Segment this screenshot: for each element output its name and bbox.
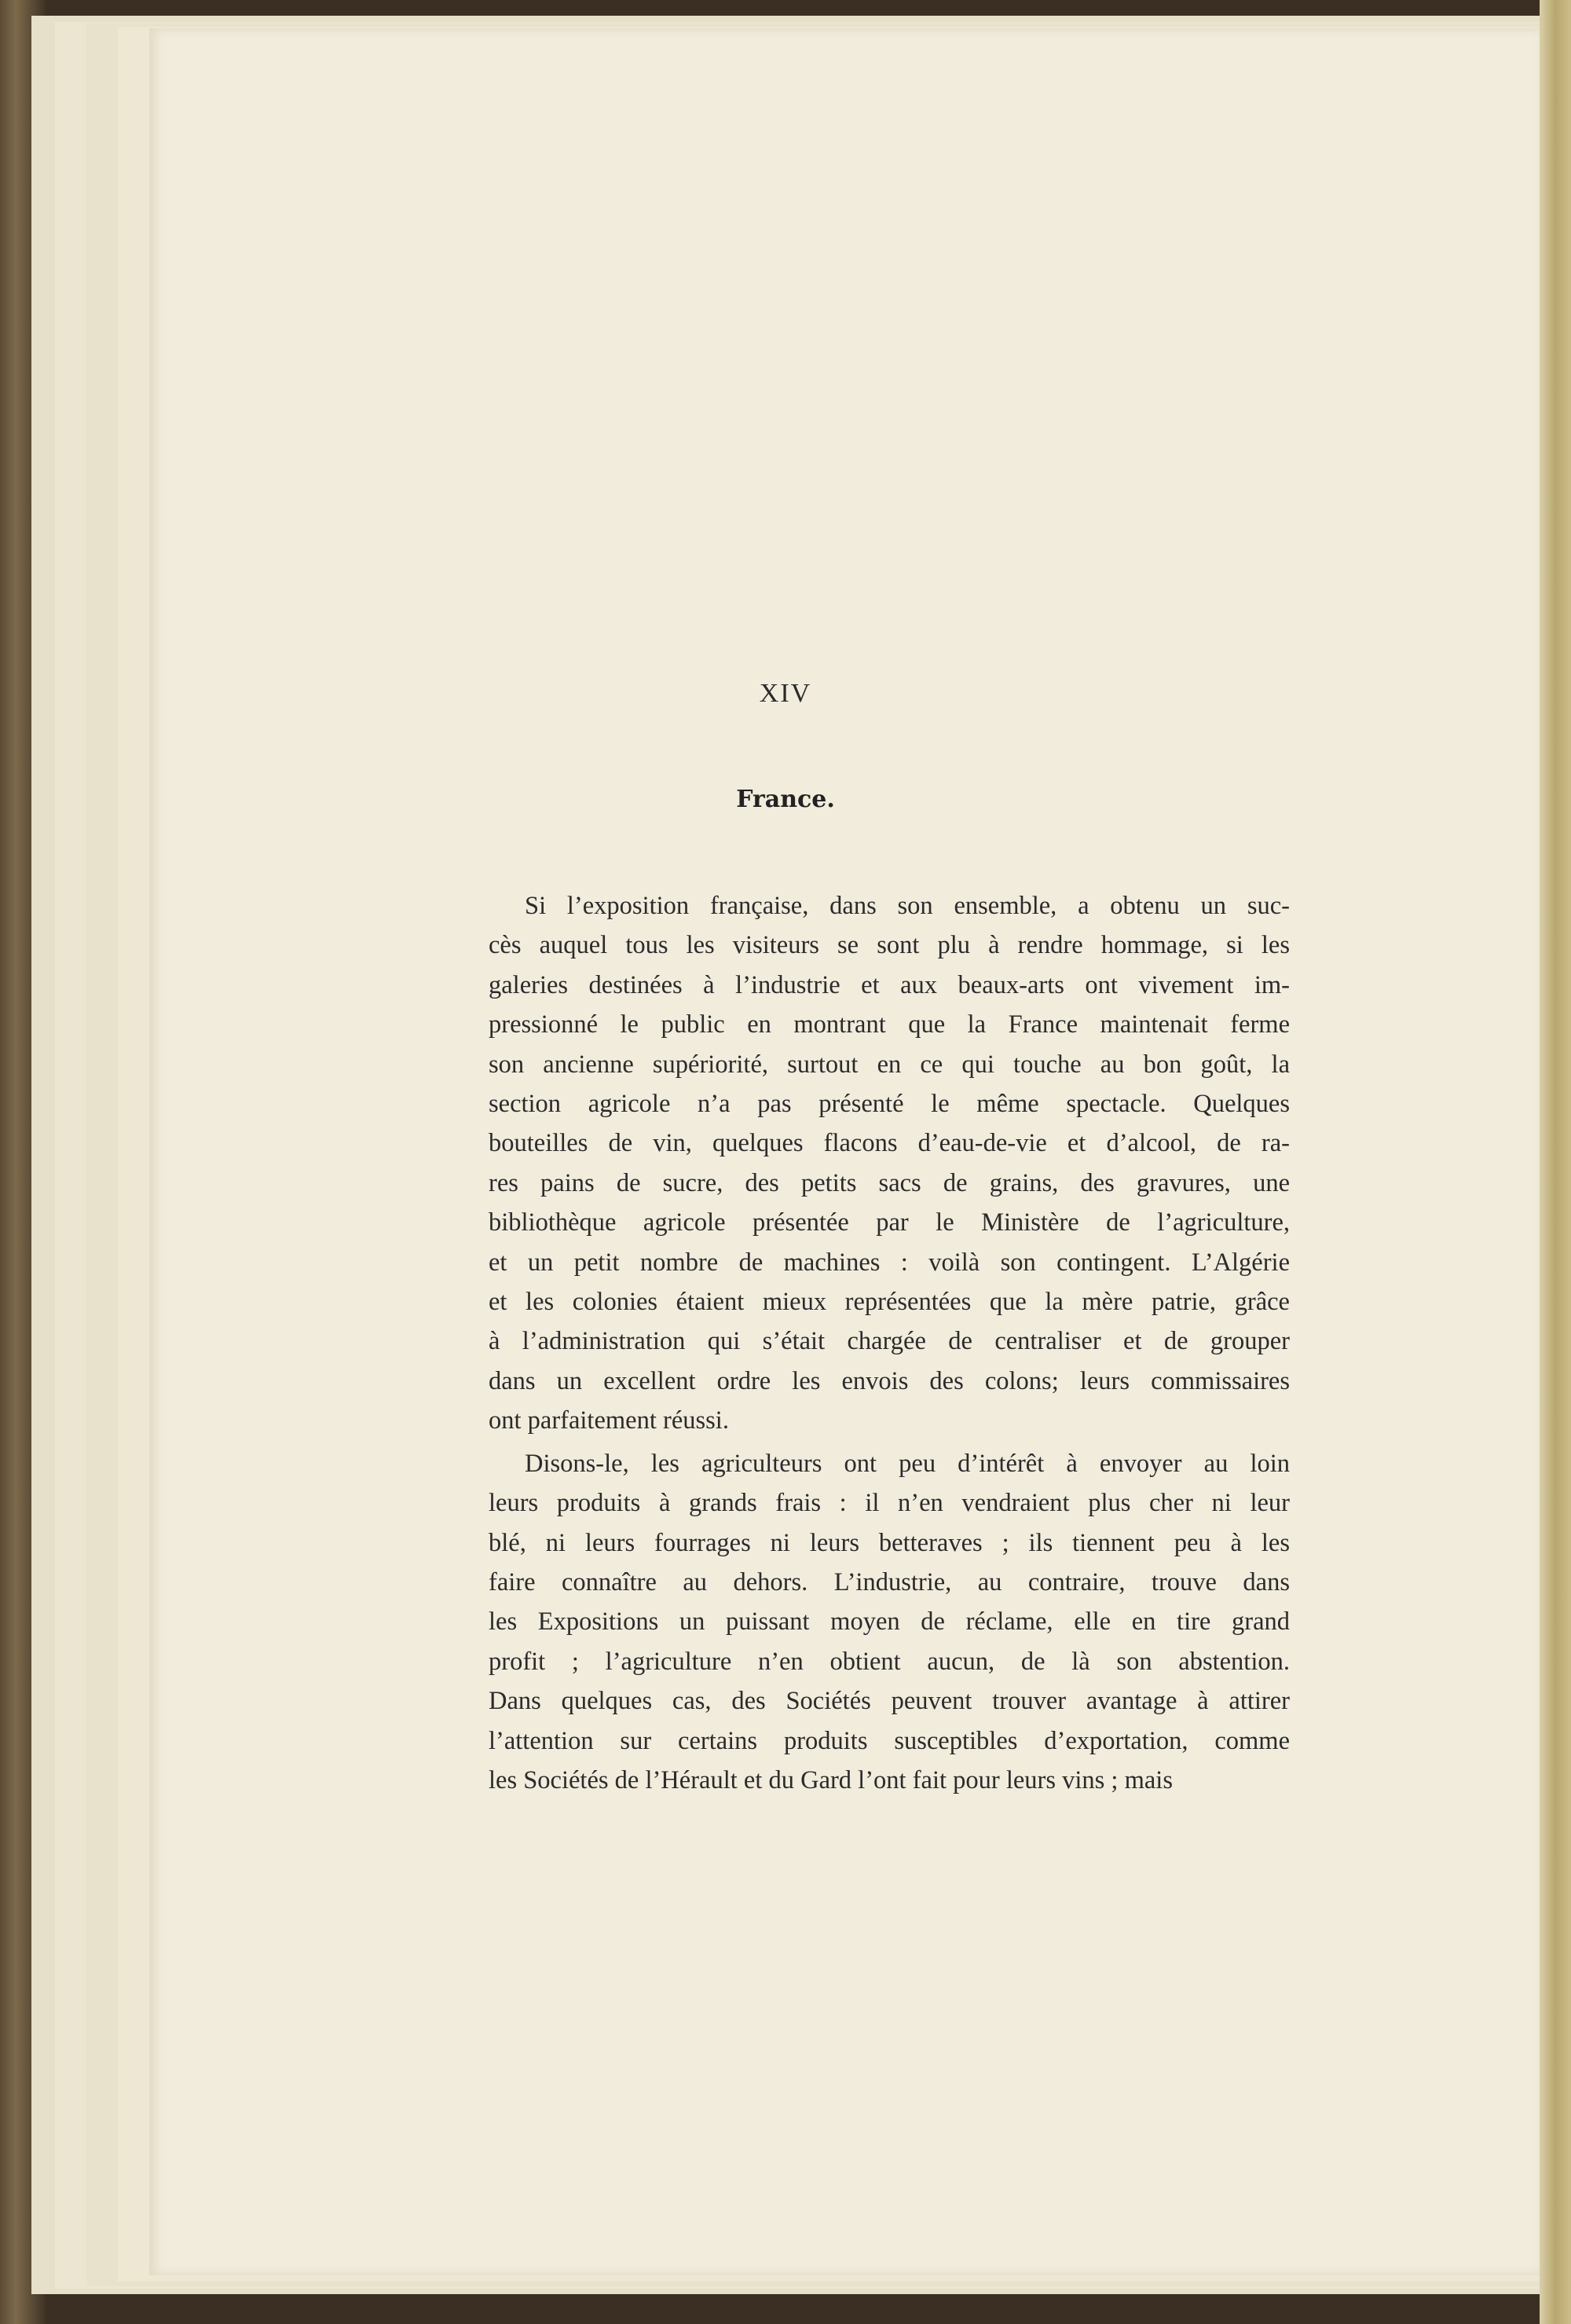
text-line: galeries destinées à l’industrie et aux beaux-arts ont vivement im- xyxy=(489,970,1290,999)
text-line: dans un excellent ordre les envois des colons; leurs commissaires xyxy=(489,1366,1290,1395)
text-line: son ancienne supériorité, surtout en ce qui touche au bon goût, la xyxy=(489,1050,1290,1079)
text-line: bibliothèque agricole présentée par le Ministère de l’agriculture, xyxy=(489,1208,1290,1237)
text-line: res pains de sucre, des petits sacs de grains, des gravures, une xyxy=(489,1168,1290,1197)
paragraph xyxy=(489,886,1290,1441)
chapter-number: XIV xyxy=(759,679,812,708)
text-line: l’attention sur certains produits susceptibles d’exportation, comme xyxy=(489,1726,1290,1755)
text-line: leurs produits à grands frais : il n’en vendraient plus cher ni leur xyxy=(489,1489,1290,1518)
text-line: à l’administration qui s’était chargée de centraliser et de grouper xyxy=(489,1327,1290,1356)
text-line: faire connaître au dehors. L’industrie, au contraire, trouve dans xyxy=(489,1567,1290,1596)
text-line: profit ; l’agriculture n’en obtient aucun, de là son abstention. xyxy=(489,1647,1290,1676)
text-line: Si l’exposition française, dans son ensemble, a obtenu un suc- xyxy=(525,892,1290,920)
text-line: pressionné le public en montrant que la France maintenait ferme xyxy=(489,1010,1290,1039)
text-line: les Sociétés de l’Hérault et du Gard l’ont fait pour leurs vins ; mais xyxy=(489,1765,1173,1794)
text-line: Disons-le, les agriculteurs ont peu d’intérêt à envoyer au loin xyxy=(525,1449,1290,1478)
text-line: et les colonies étaient mieux représentées que la mère patrie, grâce xyxy=(489,1288,1290,1317)
body-text xyxy=(489,886,1290,1800)
text-line: les Expositions un puissant moyen de réclame, elle en tire grand xyxy=(489,1607,1290,1637)
text-line: bouteilles de vin, quelques flacons d’eau-de-vie et d’alcool, de ra- xyxy=(489,1129,1290,1158)
text-line: blé, ni leurs fourrages ni leurs betteraves ; ils tiennent peu à les xyxy=(489,1528,1290,1557)
book-spine xyxy=(1540,0,1571,2324)
text-line: ont parfaitement réussi. xyxy=(489,1406,729,1435)
text-line: section agricole n’a pas présenté le même spectacle. Quelques xyxy=(489,1090,1290,1119)
text-line: cès auquel tous les visiteurs se sont plu à rendre hommage, si les xyxy=(489,931,1290,960)
chapter-title: France. xyxy=(736,786,835,813)
text-line: Dans quelques cas, des Sociétés peuvent trouver avantage à attirer xyxy=(489,1687,1290,1716)
paragraph xyxy=(489,1444,1290,1801)
text-line: et un petit nombre de machines : voilà son contingent. L’Algérie xyxy=(489,1248,1290,1277)
